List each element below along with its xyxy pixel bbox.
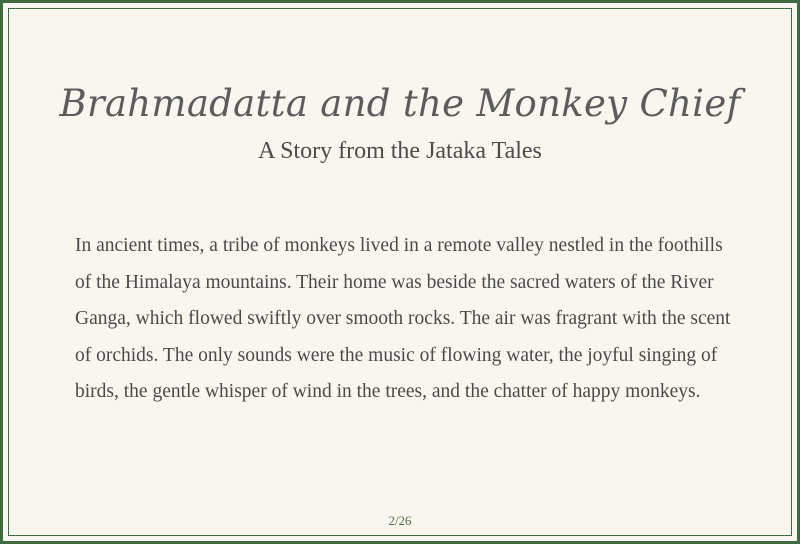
- page-number: 2/26: [388, 513, 412, 528]
- story-subtitle: A Story from the Jataka Tales: [258, 138, 542, 164]
- story-title: Brahmadatta and the Monkey Chief: [59, 82, 741, 125]
- story-paragraph: In ancient times, a tribe of monkeys lived in a remote valley nestled in the foothills of the Himalaya mountains. Their home was beside the sacred waters of the River Ganga, which flowed swiftly over smooth rocks. The air was fragrant with the scent of orchids. The only sounds were the music of flowing water, the joyful singing of birds, the gentle whisper of wind in the trees, and the chatter of happy monkeys.: [75, 235, 731, 402]
